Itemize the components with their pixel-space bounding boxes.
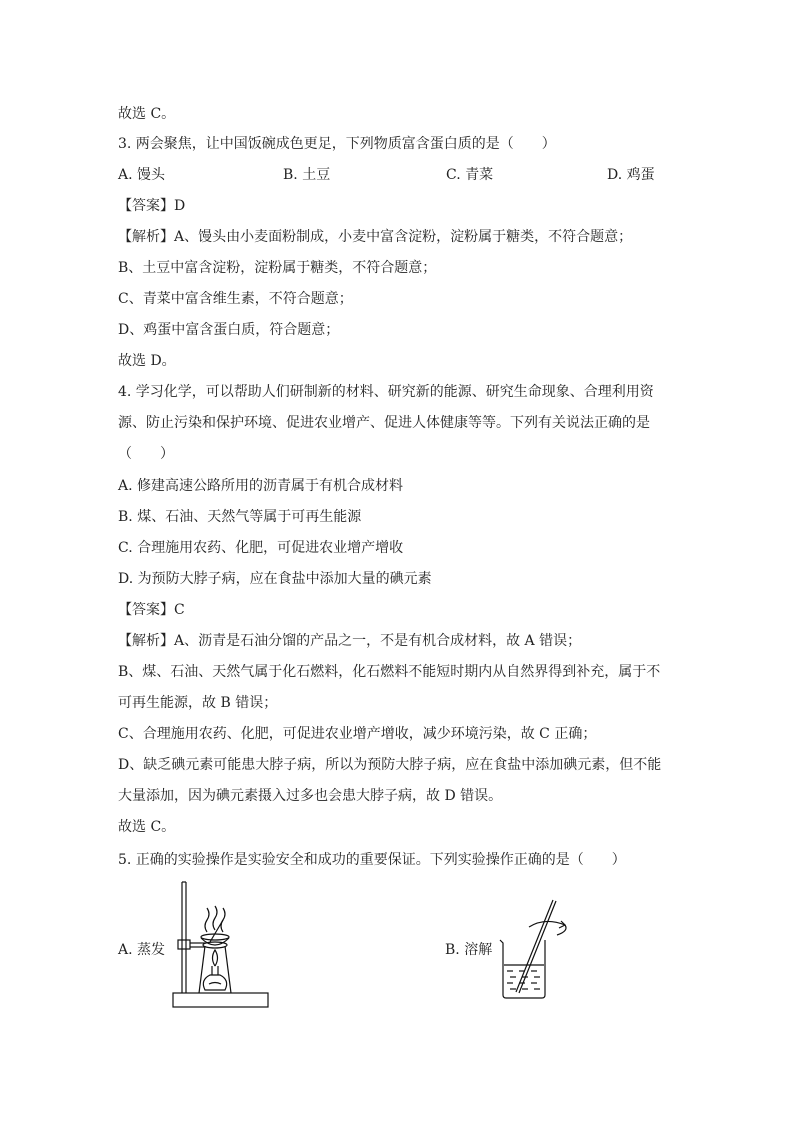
question-4-stem-3: （ ） [118, 446, 174, 462]
q4-option-c: C. 合理施用农药、化肥，可促进农业增产增收 [118, 540, 404, 556]
q4-analysis-5: D、缺乏碘元素可能患大脖子病，所以为预防大脖子病，应在食盐中添加碘元素，但不能 [118, 757, 662, 773]
question-4-stem-2: 源、防止污染和保护环境、促进农业增产、促进人体健康等等。下列有关说法正确的是 [118, 415, 650, 431]
q3-analysis-3: C、青菜中富含维生素，不符合题意； [118, 291, 353, 307]
q4-option-d: D. 为预防大脖子病，应在食盐中添加大量的碘元素 [118, 571, 432, 587]
dissolving-beaker-figure [495, 895, 575, 1005]
question-4-stem-1: 4. 学习化学，可以帮助人们研制新的材料、研究新的能源、研究生命现象、合理利用资 [118, 384, 654, 400]
q3-option-b: B. 土豆 [283, 167, 331, 183]
q3-analysis-2: B、土豆中富含淀粉，淀粉属于糖类，不符合题意； [118, 260, 437, 276]
q3-analysis-1: 【解析】A、馒头由小麦面粉制成，小麦中富含淀粉，淀粉属于糖类，不符合题意； [118, 229, 633, 245]
q3-conclusion: 故选 D。 [118, 353, 176, 369]
q3-option-d: D. 鸡蛋 [607, 167, 655, 183]
q5-option-b-label: B. 溶解 [445, 942, 493, 958]
q4-analysis-1: 【解析】A、沥青是石油分馏的产品之一，不是有机合成材料，故 A 错误； [118, 633, 582, 649]
q3-answer: 【答案】D [118, 198, 186, 214]
question-3-stem: 3. 两会聚焦，让中国饭碗成色更足，下列物质富含蛋白质的是（ ） [118, 136, 556, 152]
q4-conclusion: 故选 C。 [118, 819, 176, 835]
q3-analysis-4: D、鸡蛋中富含蛋白质，符合题意； [118, 322, 340, 338]
q4-option-a: A. 修建高速公路所用的沥青属于有机合成材料 [118, 478, 404, 494]
evaporation-apparatus-figure [165, 880, 275, 1015]
text-line-1: 故选 C。 [118, 106, 176, 122]
q4-answer: 【答案】C [118, 602, 185, 618]
q3-option-a: A. 馒头 [118, 167, 166, 183]
q4-analysis-4: C、合理施用农药、化肥，可促进农业增产增收，减少环境污染，故 C 正确； [118, 726, 597, 742]
q4-option-b: B. 煤、石油、天然气等属于可再生能源 [118, 509, 362, 525]
q3-option-c: C. 青菜 [446, 167, 494, 183]
question-5-stem: 5. 正确的实验操作是实验安全和成功的重要保证。下列实验操作正确的是（ ） [118, 852, 626, 868]
q4-analysis-6: 大量添加，因为碘元素摄入过多也会患大脖子病，故 D 错误。 [118, 788, 503, 804]
q4-analysis-2: B、煤、石油、天然气属于化石燃料，化石燃料不能短时期内从自然界得到补充，属于不 [118, 664, 661, 680]
q5-option-a-label: A. 蒸发 [118, 942, 166, 958]
q4-analysis-3: 可再生能源，故 B 错误； [118, 695, 278, 711]
